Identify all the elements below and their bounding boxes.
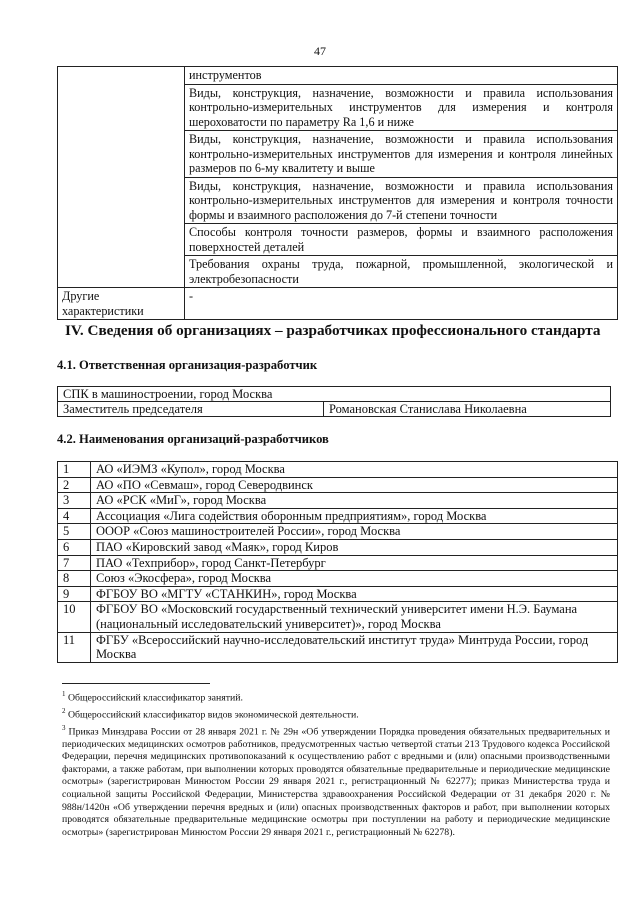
- table-row: [58, 387, 611, 402]
- row-number: 4: [58, 508, 91, 524]
- requirements-table: [57, 66, 618, 320]
- developer-name: ФГБУ «Всероссийский научно-исследовательский институт труда» Минтруда России, город Москва: [91, 632, 618, 662]
- table-row: [58, 524, 618, 540]
- footnote-text: Общероссийский классификатор занятий.: [65, 692, 243, 704]
- responsible-org-table: [57, 386, 611, 417]
- section-title: IV. Сведения об организациях – разработчиках профессионального стандарта: [65, 322, 601, 339]
- requirement-text: Требования охраны труда, пожарной, промышленной, экологической и электробезопасности: [185, 256, 618, 288]
- table-cell-empty: [58, 67, 185, 288]
- org-name: СПК в машиностроении, город Москва: [58, 387, 611, 402]
- footnote-divider: [62, 683, 210, 684]
- table-row: [58, 67, 618, 85]
- footnote: [62, 705, 610, 722]
- table-row: [58, 602, 618, 632]
- requirement-text: Способы контроля точности размеров, формы и взаимного расположения поверхностей деталей: [185, 224, 618, 256]
- developers-table: [57, 461, 618, 663]
- developer-name: ФГБОУ ВО «МГТУ «СТАНКИН», город Москва: [91, 586, 618, 602]
- developer-name: АО «РСК «МиГ», город Москва: [91, 493, 618, 509]
- row-number: 8: [58, 571, 91, 587]
- table-row: [58, 402, 611, 417]
- table-row: [58, 477, 618, 493]
- developer-name: АО «ПО «Севмаш», город Северодвинск: [91, 477, 618, 493]
- row-number: 3: [58, 493, 91, 509]
- row-number: 2: [58, 477, 91, 493]
- footnote-text: Общероссийский классификатор видов экономической деятельности.: [65, 709, 359, 721]
- row-number: 10: [58, 602, 91, 632]
- footnotes: [62, 688, 610, 839]
- developer-name: Союз «Экосфера», город Москва: [91, 571, 618, 587]
- row-number: 9: [58, 586, 91, 602]
- developer-name: ПАО «Техприбор», город Санкт-Петербург: [91, 555, 618, 571]
- footnote: [62, 722, 610, 840]
- footnote-mark: 3: [62, 723, 66, 732]
- other-characteristics-label: Другие характеристики: [58, 288, 185, 320]
- requirement-text: Виды, конструкция, назначение, возможности и правила использования контрольно-измерительных инструментов для измерения и контроля точности формы и взаимного расположения до 7-й степени точности: [185, 177, 618, 224]
- table-row: [58, 462, 618, 478]
- table-row: [58, 493, 618, 509]
- table-row: [58, 539, 618, 555]
- footnote: [62, 688, 610, 705]
- table-row: [58, 571, 618, 587]
- table-row: [58, 288, 618, 320]
- org-person: Романовская Станислава Николаевна: [324, 402, 611, 417]
- table-row: [58, 555, 618, 571]
- row-number: 1: [58, 462, 91, 478]
- table-row: [58, 632, 618, 662]
- footnote-mark: 2: [62, 706, 66, 715]
- requirement-text: инструментов: [185, 67, 618, 85]
- row-number: 11: [58, 632, 91, 662]
- row-number: 7: [58, 555, 91, 571]
- developer-name: ОООР «Союз машиностроителей России», город Москва: [91, 524, 618, 540]
- other-characteristics-value: -: [185, 288, 618, 320]
- subsection-title: 4.2. Наименования организаций-разработчиков: [57, 432, 329, 446]
- table-row: [58, 586, 618, 602]
- footnote-text: Приказ Минздрава России от 28 января 2021 г. № 29н «Об утверждении Порядка проведения обязательных предварительных и периодических медицинских осмотров работников, предусмотренных частью четвертой статьи 213 Трудового кодекса Российской Федерации, перечня медицинских противопоказаний к осуществлению работ с вредными и (или) опасными производственными факторами, а также работам, при выполнении которых проводятся обязательные предварительные и периодические медицинские осмотры» (зарегистрирован Минюстом России 29 января 2021 г., регистрационный № 62277); приказ Министерства труда и социальной защиты Российской Федерации, Министерства здравоохранения Российской Федерации от 31 декабря 2020 г. № 988н/1420н «Об утверждении перечня вредных и (или) опасных производственных факторов и работ, при выполнении которых проводятся обязательные предварительные медицинские осмотры при поступлении на работу и периодические медицинские осмотры» (зарегистрирован Минюстом России 29 января 2021 г., регистрационный № 62278).: [62, 725, 610, 838]
- org-position: Заместитель председателя: [58, 402, 324, 417]
- footnote-mark: 1: [62, 690, 66, 698]
- developer-name: АО «ИЭМЗ «Купол», город Москва: [91, 462, 618, 478]
- table-row: [58, 508, 618, 524]
- requirement-text: Виды, конструкция, назначение, возможности и правила использования контрольно-измерительных инструментов для измерения и контроля линейных размеров по 6-му квалитету и выше: [185, 131, 618, 178]
- row-number: 6: [58, 539, 91, 555]
- requirement-text: Виды, конструкция, назначение, возможности и правила использования контрольно-измерительных инструментов для измерения и контроля шероховатости по параметру Ra 1,6 и ниже: [185, 84, 618, 131]
- developer-name: ПАО «Кировский завод «Маяк», город Киров: [91, 539, 618, 555]
- row-number: 5: [58, 524, 91, 540]
- developer-name: ФГБОУ ВО «Московский государственный технический университет имени Н.Э. Баумана (национальный исследовательский университет)», город Москва: [91, 602, 618, 632]
- developer-name: Ассоциация «Лига содействия оборонным предприятиям», город Москва: [91, 508, 618, 524]
- page-number: 47: [314, 44, 326, 58]
- subsection-title: 4.1. Ответственная организация-разработчик: [57, 358, 318, 372]
